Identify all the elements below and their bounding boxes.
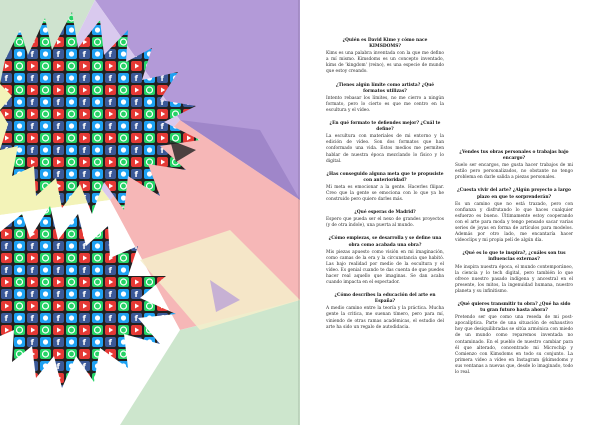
answer: Pretendo ser que como una reseda de mi post-apocalíptica. Parte de una situación de exhaustivo hoy que desiquilibradas se sitúa armónica con miedo de un mundo como reparemos inventada no contaminado. En el pueblo de nuestro cambiar para él que alterado, concentrado mi Microchip y Comienzo con Kimsdoms en todo su conjunto. La primera video a vídeo en Instagram @kimsdoms y sus ventanas a nuevas que, desde lo imaginado, todo lo real. <box>455 315 573 375</box>
answer: A medio camino entre la teoría y la práctica. Mucha gente la critica, me suenan tímero, pero para mí, viniendo de otras ramas académicas, el estudio del arte ha sido un regalo de autodidacia. <box>326 306 444 330</box>
answer: Kims es una palabra inventada con la que me defino a mí mismo. Kimsdoms es un concepto inventado, kims de 'kingdom' (reino), es una especie de mundo que estoy creando. <box>326 51 444 75</box>
answer: Me inspira nuestra época, el mundo contemporáneo, la ciencia y lo tech digital, pero también lo que ofrece nuestro pasado indígena y ancestral en el presente, los mitos, la ingenuidad humana, nuestro planeta y su infinitismo. <box>455 264 573 294</box>
question: ¿Qué esperas de Madrid? <box>354 210 416 216</box>
qa-block <box>326 293 444 331</box>
question: ¿Quién es David Kime y cómo nace KIMSDOMS? <box>342 38 428 50</box>
interview-page <box>300 0 600 425</box>
qa-block <box>455 251 573 295</box>
qa-block <box>326 121 444 165</box>
question: ¿Qué es lo que te inspira?, ¿cuáles son tus influencias externas? <box>462 251 566 263</box>
qa-block <box>455 150 573 181</box>
answer: Espero que pueda ser el nexo de grandes proyectos (y de otra índole), una puerta al mundo. <box>326 217 444 229</box>
answer: Intento rebasar los límites, no me cierro a ningún formato, pero lo cierto es que me centro en la escultura y el vídeo. <box>326 95 444 113</box>
question: ¿Vendes tus obras personales o trabajas bajo encargo? <box>459 150 569 162</box>
question: ¿Cuesta vivir del arte? ¿Algún proyecto a largo plazo en que te sorprenderán? <box>457 188 571 200</box>
question: ¿Cómo empiezas, se desarrolla y se define una obra como acabada una obra? <box>328 236 442 248</box>
question: ¿Tienes algún límite como artista? ¿Qué formatos utilizas? <box>335 82 435 94</box>
answer: Suelo ser encargos, me gusta hacer trabajos de mi estilo pero personalizados, no obstante no tengo problema en darle salida a piezas personales. <box>455 163 573 181</box>
answer: Mis piezas apuesto como visión en mi imaginación, como camas de la era y la circunstancia que habitó. Las bajo realidad por medio de la escultura y el vídeo. Es genial cuando te das cuenta de que puedes hacer real aquello que imaginas. Se dan acaba cuando impacta en el espectador. <box>326 249 444 286</box>
interview-column-right <box>455 150 573 383</box>
answer: La escultura con materiales de mi entorno y la edición de vídeo. Son dos formatos que han conformado una vida. Estos medios me permiten hablar de nuestra época mezclando lo físico y lo digital. <box>326 134 444 164</box>
question: ¿Cómo describes la educación del arte en España? <box>334 293 436 305</box>
question: ¿En qué formato te defiendes mejor? ¿Cuál te define? <box>329 121 441 133</box>
qa-block <box>326 236 444 286</box>
qa-block <box>326 38 444 76</box>
qa-block <box>455 302 573 376</box>
answer: Es un camino que no está trazado, pero con confianza y disfrutando lo que haces cualquier esfuerzo es bueno. Últimamente estoy cooperando con el arte para moda y tengo pensado sacar varias series de joyas en forma de artículos para modelos. Además por otro lado, me encantaría hacer videoclips y mi propia pelí de algún día. <box>455 201 573 244</box>
question: ¿Has conseguido alguna meta que te propusiste con anterioridad? <box>326 171 444 183</box>
qa-block <box>326 210 444 229</box>
qa-block <box>455 188 573 244</box>
question: ¿Qué quieres transmitir tu obra? ¿Qué ha sido tu gran futuro hasta ahora? <box>457 301 571 314</box>
interview-column-left <box>326 38 444 338</box>
qa-block <box>326 83 444 114</box>
qa-block <box>326 172 444 203</box>
answer: Mi meta es emocionar a la gente. Hacerles fliipar. Creo que la gente se emociona con lo que ya he construido pero quiero darles más. <box>326 184 444 203</box>
